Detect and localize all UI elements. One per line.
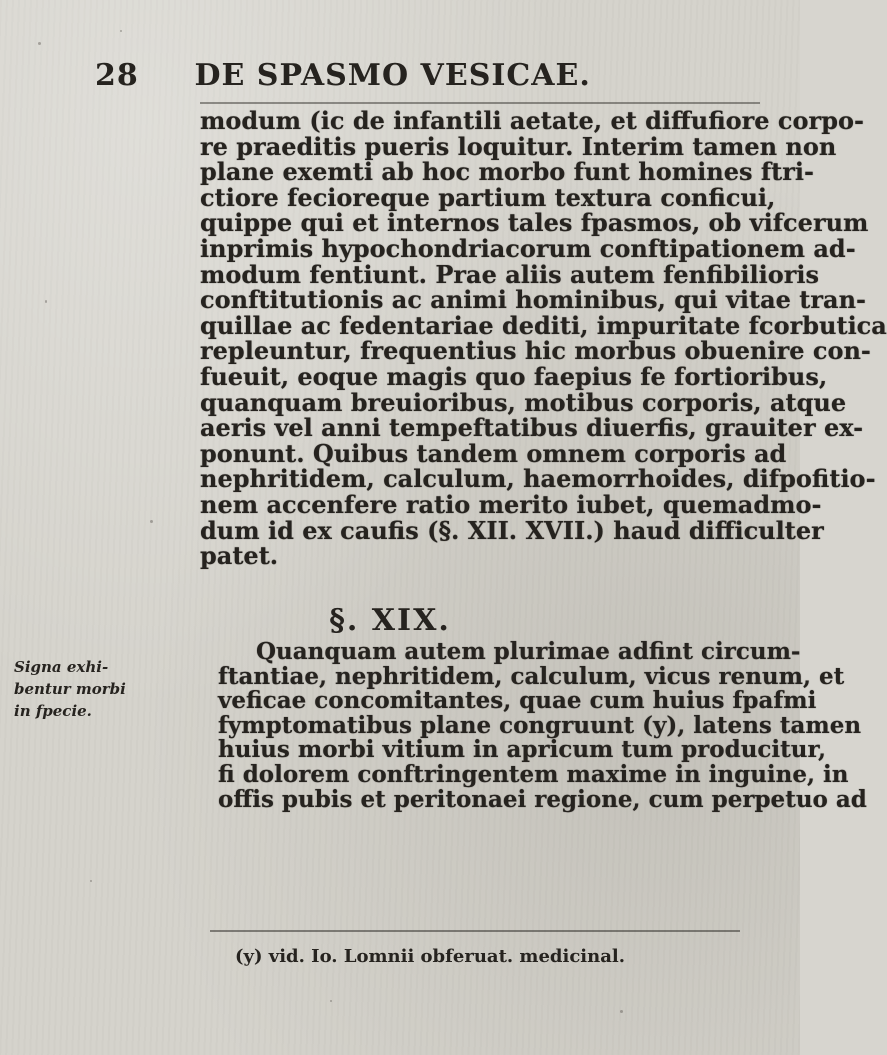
text-line: nem accenfere ratio merito iubet, quemadmo- xyxy=(200,489,822,519)
text-line: offis pubis et peritonaei regione, cum perpetuo ad xyxy=(218,785,867,813)
text-line: huius morbi vitium in apricum tum producitur, xyxy=(218,736,826,764)
margin-note-line: bentur morbi xyxy=(14,680,126,698)
header-rule xyxy=(200,102,760,104)
footnote: (y) vid. Io. Lomnii obferuat. medicinal. xyxy=(235,946,625,967)
text-line: inprimis hypochondriacorum conftipationem ad- xyxy=(200,233,856,263)
text-line: conftitutionis ac animi hominibus, qui vitae tran- xyxy=(200,285,866,315)
text-line: plane exemti ab hoc morbo funt homines ftri- xyxy=(200,157,814,187)
running-head xyxy=(95,58,655,98)
text-line: aeris vel anni tempeftatibus diuerfis, grauiter ex- xyxy=(200,413,864,443)
text-line: fi dolorem conftringentem maxime in inguine, in xyxy=(218,760,849,788)
margin-note-line: in fpecie. xyxy=(14,702,92,720)
margin-note xyxy=(14,656,132,722)
page-number: 28 xyxy=(95,58,139,93)
text-line: Quanquam autem plurimae adfint circum- xyxy=(256,638,801,665)
text-line: patet. xyxy=(200,541,279,571)
section-heading: §. XIX. xyxy=(329,603,451,638)
text-line: modum (ic de infantili aetate, et diffufiore corpo- xyxy=(200,106,864,135)
text-line: quippe qui et internos tales fpasmos, ob vifcerum xyxy=(200,208,869,238)
text-line: dum id ex caufis (§. XII. XVII.) haud difficulter xyxy=(200,515,824,545)
footnote-rule xyxy=(210,930,740,932)
running-title: DE SPASMO VESICAE. xyxy=(194,58,591,93)
text-line: quanquam breuioribus, motibus corporis, atque xyxy=(200,387,847,417)
text-line: veficae concomitantes, quae cum huius fpafmi xyxy=(218,687,817,715)
text-line: quillae ac fedentariae dediti, impuritate fcorbutica xyxy=(200,310,887,340)
text-line: ftantiae, nephritidem, calculum, vicus renum, et xyxy=(218,662,845,690)
text-line: repleuntur, frequentius hic morbus obuenire con- xyxy=(200,336,871,366)
text-line: ctiore fecioreque partium textura conficui, xyxy=(200,182,776,212)
paragraph-1 xyxy=(200,106,887,571)
text-line: re praeditis pueris loquitur. Interim tamen non xyxy=(200,131,837,161)
text-line: fueuit, eoque magis quo faepius fe fortioribus, xyxy=(200,361,828,391)
paragraph-2 xyxy=(218,638,867,813)
margin-note-line: Signa exhi- xyxy=(14,658,109,676)
text-line: fymptomatibus plane congruunt (y), latens tamen xyxy=(218,711,862,739)
text-line: nephritidem, calculum, haemorrhoides, difpofitio- xyxy=(200,464,876,494)
text-line: modum fentiunt. Prae aliis autem fenfibilioris xyxy=(200,259,819,289)
text-line: ponunt. Quibus tandem omnem corporis ad xyxy=(200,438,787,468)
